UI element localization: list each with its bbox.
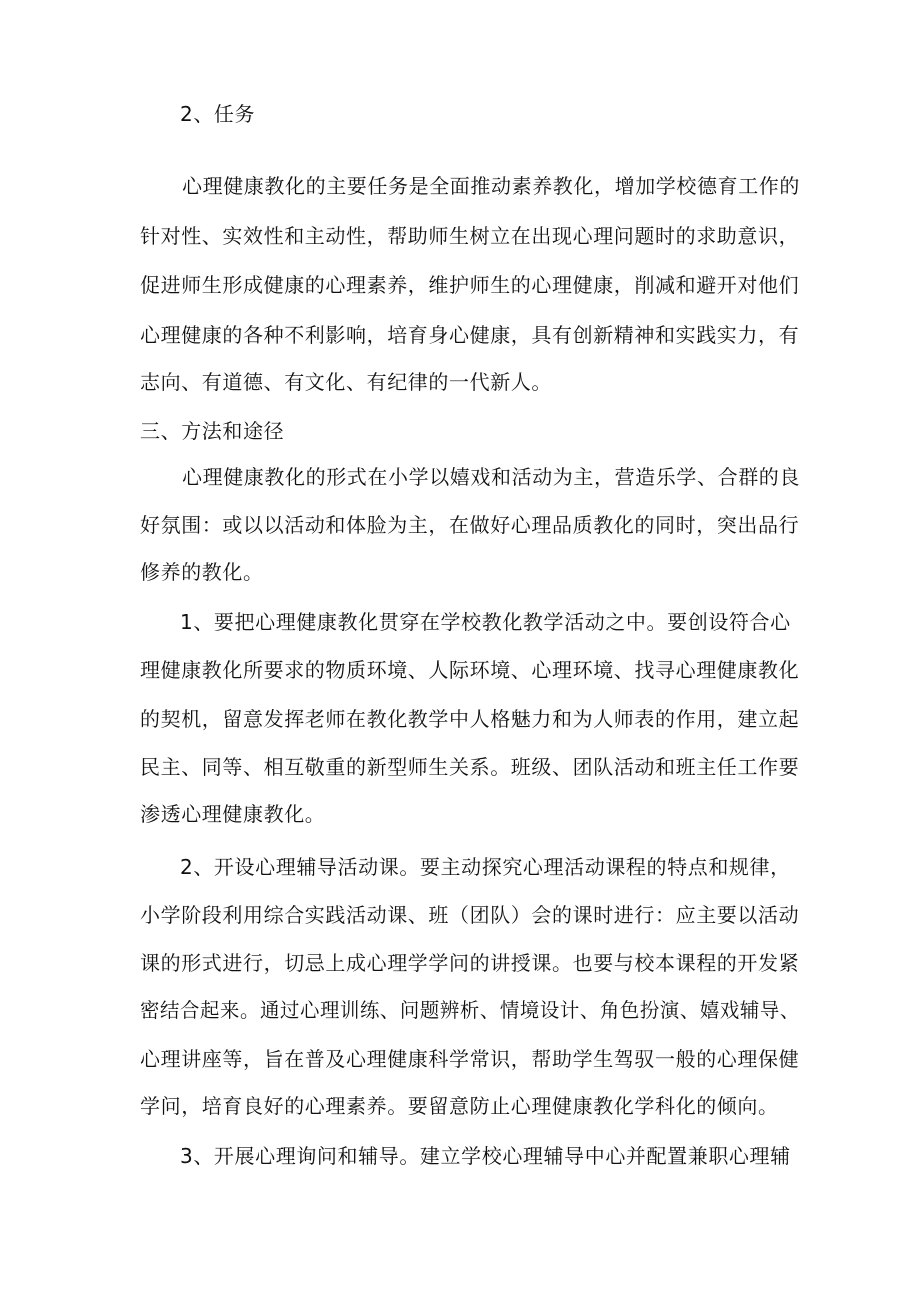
list-item-2-line: 小学阶段利用综合实践活动课、班（团队）会的课时进行：应主要以活动 bbox=[140, 903, 800, 927]
list-item-2-line: 课的形式进行，切忌上成心理学学问的讲授课。也要与校本课程的开发紧 bbox=[140, 951, 800, 975]
list-item-2-line: 学问，培育良好的心理素养。要留意防止心理健康教化学科化的倾向。 bbox=[140, 1094, 779, 1118]
paragraph-line: 好氛围：或以以活动和体脸为主，在做好心理品质教化的同时，突出品行 bbox=[140, 513, 800, 537]
list-item-2-line: 2、开设心理辅导活动课。要主动探究心理活动课程的特点和规律， bbox=[180, 855, 791, 879]
list-item-2-line: 心理讲座等，旨在普及心理健康科学常识，帮助学生驾驭一般的心理保健 bbox=[140, 1047, 800, 1071]
list-item-2-line: 密结合起来。通过心理训练、问题辨析、情境设计、角色扮演、嬉戏辅导、 bbox=[140, 998, 800, 1022]
list-item-1-line: 渗透心理健康教化。 bbox=[140, 802, 326, 826]
heading-section-3: 三、方法和途径 bbox=[140, 419, 285, 443]
list-item-1-line: 的契机，留意发挥老师在教化教学中人格魅力和为人师表的作用，建立起 bbox=[140, 707, 800, 731]
list-item-3-line: 3、开展心理询问和辅导。建立学校心理辅导中心并配置兼职心理辅 bbox=[180, 1144, 791, 1168]
list-item-1-line: 民主、同等、相互敬重的新型师生关系。班级、团队活动和班主任工作要 bbox=[140, 755, 800, 779]
paragraph-line: 志向、有道德、有文化、有纪律的一代新人。 bbox=[140, 370, 552, 394]
paragraph-line: 促进师生形成健康的心理素养，维护师生的心理健康，削减和避开对他们 bbox=[140, 273, 800, 297]
list-item-1-line: 理健康教化所要求的物质环境、人际环境、心理环境、找寻心理健康教化 bbox=[140, 658, 800, 682]
paragraph-line: 心理健康教化的形式在小学以嬉戏和活动为主，营造乐学、合群的良 bbox=[182, 465, 800, 489]
list-item-1-line: 1、要把心理健康教化贯穿在学校教化教学活动之中。要创设符合心 bbox=[180, 610, 791, 634]
paragraph-line: 心理健康的各种不利影响，培育身心健康，具有创新精神和实践实力，有 bbox=[140, 323, 800, 347]
paragraph-line: 心理健康教化的主要任务是全面推动素养教化，增加学校德育工作的 bbox=[182, 174, 800, 198]
paragraph-line: 针对性、实效性和主动性，帮助师生树立在出现心理问题时的求助意识， bbox=[140, 224, 800, 248]
heading-task: 2、任务 bbox=[180, 102, 256, 126]
paragraph-line: 修养的教化。 bbox=[140, 560, 264, 584]
